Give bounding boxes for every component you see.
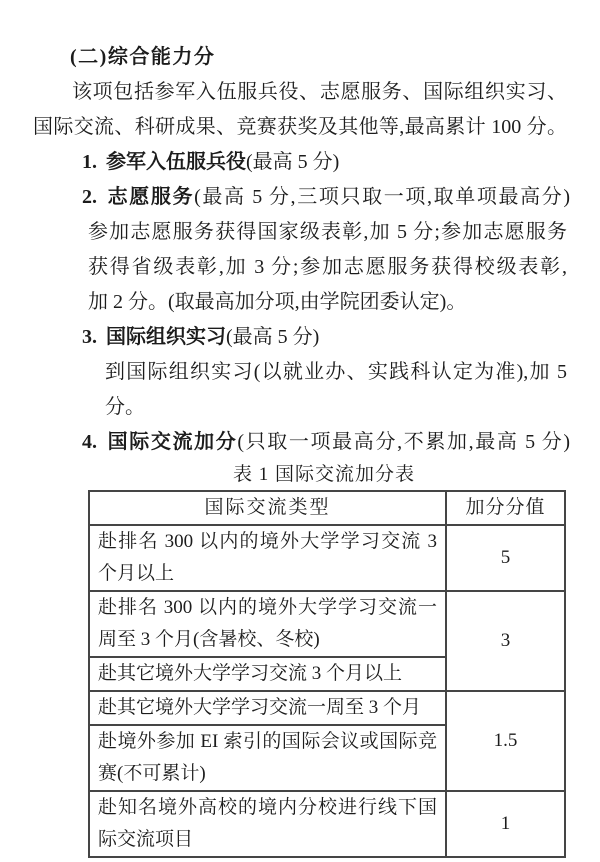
item-body-line: 获得省级表彰,加 3 分;参加志愿服务获得校级表彰,	[88, 256, 567, 278]
item-title: 国际交流加分	[106, 431, 238, 453]
item-note: (只取一项最高分,不累加,最高 5 分)	[237, 431, 570, 453]
item-number: 1.	[82, 151, 97, 173]
table-caption: 表 1 国际交流加分表	[232, 464, 415, 485]
type-cell: 赴排名 300 以内的境外大学学习交流 3 个月以上	[89, 525, 446, 591]
item-body-line: 到国际组织实习(以就业办、实践科认定为准),加 5	[105, 361, 567, 383]
section-heading-prefix: (二)	[70, 46, 108, 68]
item-title: 国际组织实习	[106, 326, 226, 348]
section-heading-title: 综合能力分	[107, 46, 216, 68]
list-item-3	[82, 320, 570, 355]
item-body-line: 参加志愿服务获得国家级表彰,加 5 分;参加志愿服务	[88, 221, 567, 243]
score-cell: 1	[446, 791, 565, 857]
item-number: 2.	[82, 186, 97, 208]
intro-line-1: 该项包括参军入伍服兵役、志愿服务、国际组织实习、	[72, 81, 567, 103]
score-table	[88, 490, 566, 858]
type-cell: 赴排名 300 以内的境外大学学习交流一周至 3 个月(含暑校、冬校)	[89, 591, 446, 657]
list-item-2	[82, 180, 570, 215]
table-row	[89, 591, 565, 657]
item-note: (最高 5 分)	[246, 151, 340, 173]
item-body-line: 加 2 分。(取最高加分项,由学院团委认定)。	[88, 291, 467, 313]
table-row	[89, 791, 565, 857]
type-cell: 赴其它境外大学学习交流 3 个月以上	[89, 657, 446, 691]
score-cell: 1.5	[446, 691, 565, 791]
item-number: 3.	[82, 326, 97, 348]
list-item-1	[82, 145, 570, 180]
type-cell: 赴其它境外大学学习交流一周至 3 个月	[89, 691, 446, 725]
table-header-score: 加分分值	[446, 491, 565, 525]
table-header-row	[89, 491, 565, 525]
score-cell: 5	[446, 525, 565, 591]
type-cell: 赴知名境外高校的境内分校进行线下国际交流项目	[89, 791, 446, 857]
item-note: (最高 5 分,三项只取一项,取单项最高分)	[194, 186, 570, 208]
item-note: (最高 5 分)	[226, 326, 320, 348]
item-number: 4.	[82, 431, 97, 453]
list-item-4	[82, 425, 570, 460]
table-row	[89, 525, 565, 591]
item-body-line: 分。	[105, 396, 145, 418]
table-row	[89, 691, 565, 725]
score-cell: 3	[446, 591, 565, 691]
item-title: 参军入伍服兵役	[106, 151, 246, 173]
intro-line-2: 国际交流、科研成果、竞赛获奖及其他等,最高累计 100 分。	[33, 116, 567, 138]
type-cell: 赴境外参加 EI 索引的国际会议或国际竞赛(不可累计)	[89, 725, 446, 791]
section-heading	[70, 40, 600, 75]
table-header-type: 国际交流类型	[89, 491, 446, 525]
item-title: 志愿服务	[106, 186, 195, 208]
